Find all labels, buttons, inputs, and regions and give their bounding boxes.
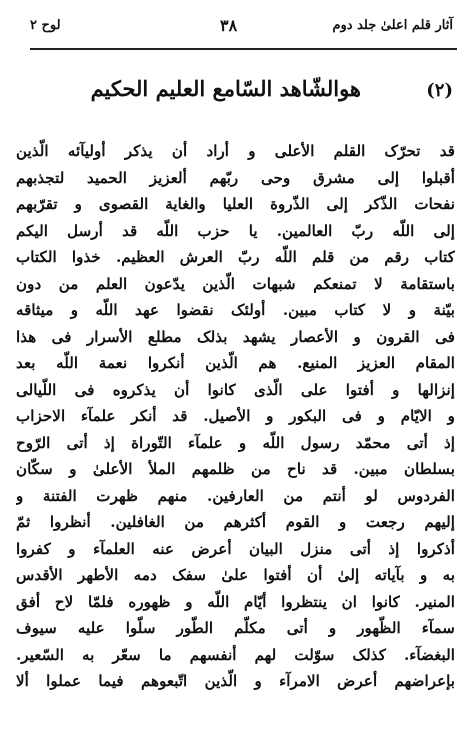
tablet-body-text <box>16 138 455 695</box>
text-line: بسلطان مبين. قد ناح من ظلمهم الملأ الأعلىٰ و سكّان <box>16 460 455 478</box>
page-header <box>30 14 453 40</box>
text-line: قد تحرّک القلم الأعلى و أراد أن يذكر أوليآئه الّذين <box>16 142 455 160</box>
text-line: إلى اللّه ربّ العالمين. يا حزب اللّه قد أرسل اليكم <box>16 221 455 240</box>
text-line: البغضآء. كذلک سوّلت لهم أنفسهم ما سعّر به السّعير. <box>16 645 455 664</box>
book-title: آثار قلم اعلیٰ جلد دوم <box>332 18 453 33</box>
tablet-label: لوح ٢ <box>30 18 61 33</box>
text-line: بإعراضهم أعرض الامرآء و الّذين اتّبعوهم فيما عملوا ألا <box>16 672 455 690</box>
text-line: به و بآياته إلىٰ أن أفتوا علىٰ سفک دمه الأطهر الأقدس <box>16 566 455 584</box>
text-line: إنزالها و أفتوا على الّذى كانوا أن يذكروه فی اللّيالی <box>16 380 455 399</box>
text-line: أقبلوا إلى مشرق وحى ربّهم ألعزيز الحميد لتجذبهم <box>16 168 455 187</box>
text-line: إذ أتى محمّد رسول اللّه و علمآء التّوراة إذ أتى الرّوح <box>16 433 455 452</box>
text-line: فی القرون و الأعصار يشهد بذلک مطلع الأسرار فی هذا <box>16 327 455 346</box>
header-divider <box>30 48 457 50</box>
text-line: نفحات الذّكر إلى الذّروة العليا والغاية القصوى و تقرّبهم <box>16 195 455 213</box>
text-line: إليهم رجعت و القوم أكثرهم من الغافلين. أنظروا ثمّ <box>16 513 455 531</box>
text-line: و الايّام و فی البكور و الأصيل. قد أنكر علمآء الاحزاب <box>16 407 455 425</box>
tablet-heading: هوالشّاهد السّامع العليم الحكيم <box>90 76 361 101</box>
tablet-title-row <box>30 76 453 110</box>
page-number: ٣٨ <box>220 16 238 35</box>
text-line: المقام العزيز المنيع. هم الّذين أنكروا نعمة اللّه بعد <box>16 354 455 372</box>
text-line: الفردوس لو أنتم من العارفين. منهم ظهرت الفتنة و <box>16 486 455 505</box>
text-line: المنير. كانوا ان ينتظروا أيّام اللّه و ظهوره فلمّا لاح أفق <box>16 592 455 611</box>
text-line: كتاب رقم من قلم اللّه ربّ العرش العظيم. خذوا الكتاب <box>16 248 455 266</box>
text-line: بيّنة و لا كتاب مبين. أولئک نقضوا عهد اللّه و ميثاقه <box>16 301 455 319</box>
text-line: أذكروا إذ أتى منزل البيان أعرض عنه العلمآء و كفروا <box>16 539 455 558</box>
text-line: باستقامة لا تمنعكم شبهات الّذين يدّعون العلم من دون <box>16 274 455 293</box>
tablet-number: (٢) <box>426 80 453 101</box>
text-line: سمآء الظّهور و أتى مكلّم الطّور سلّوا عليه سيوف <box>16 619 455 637</box>
